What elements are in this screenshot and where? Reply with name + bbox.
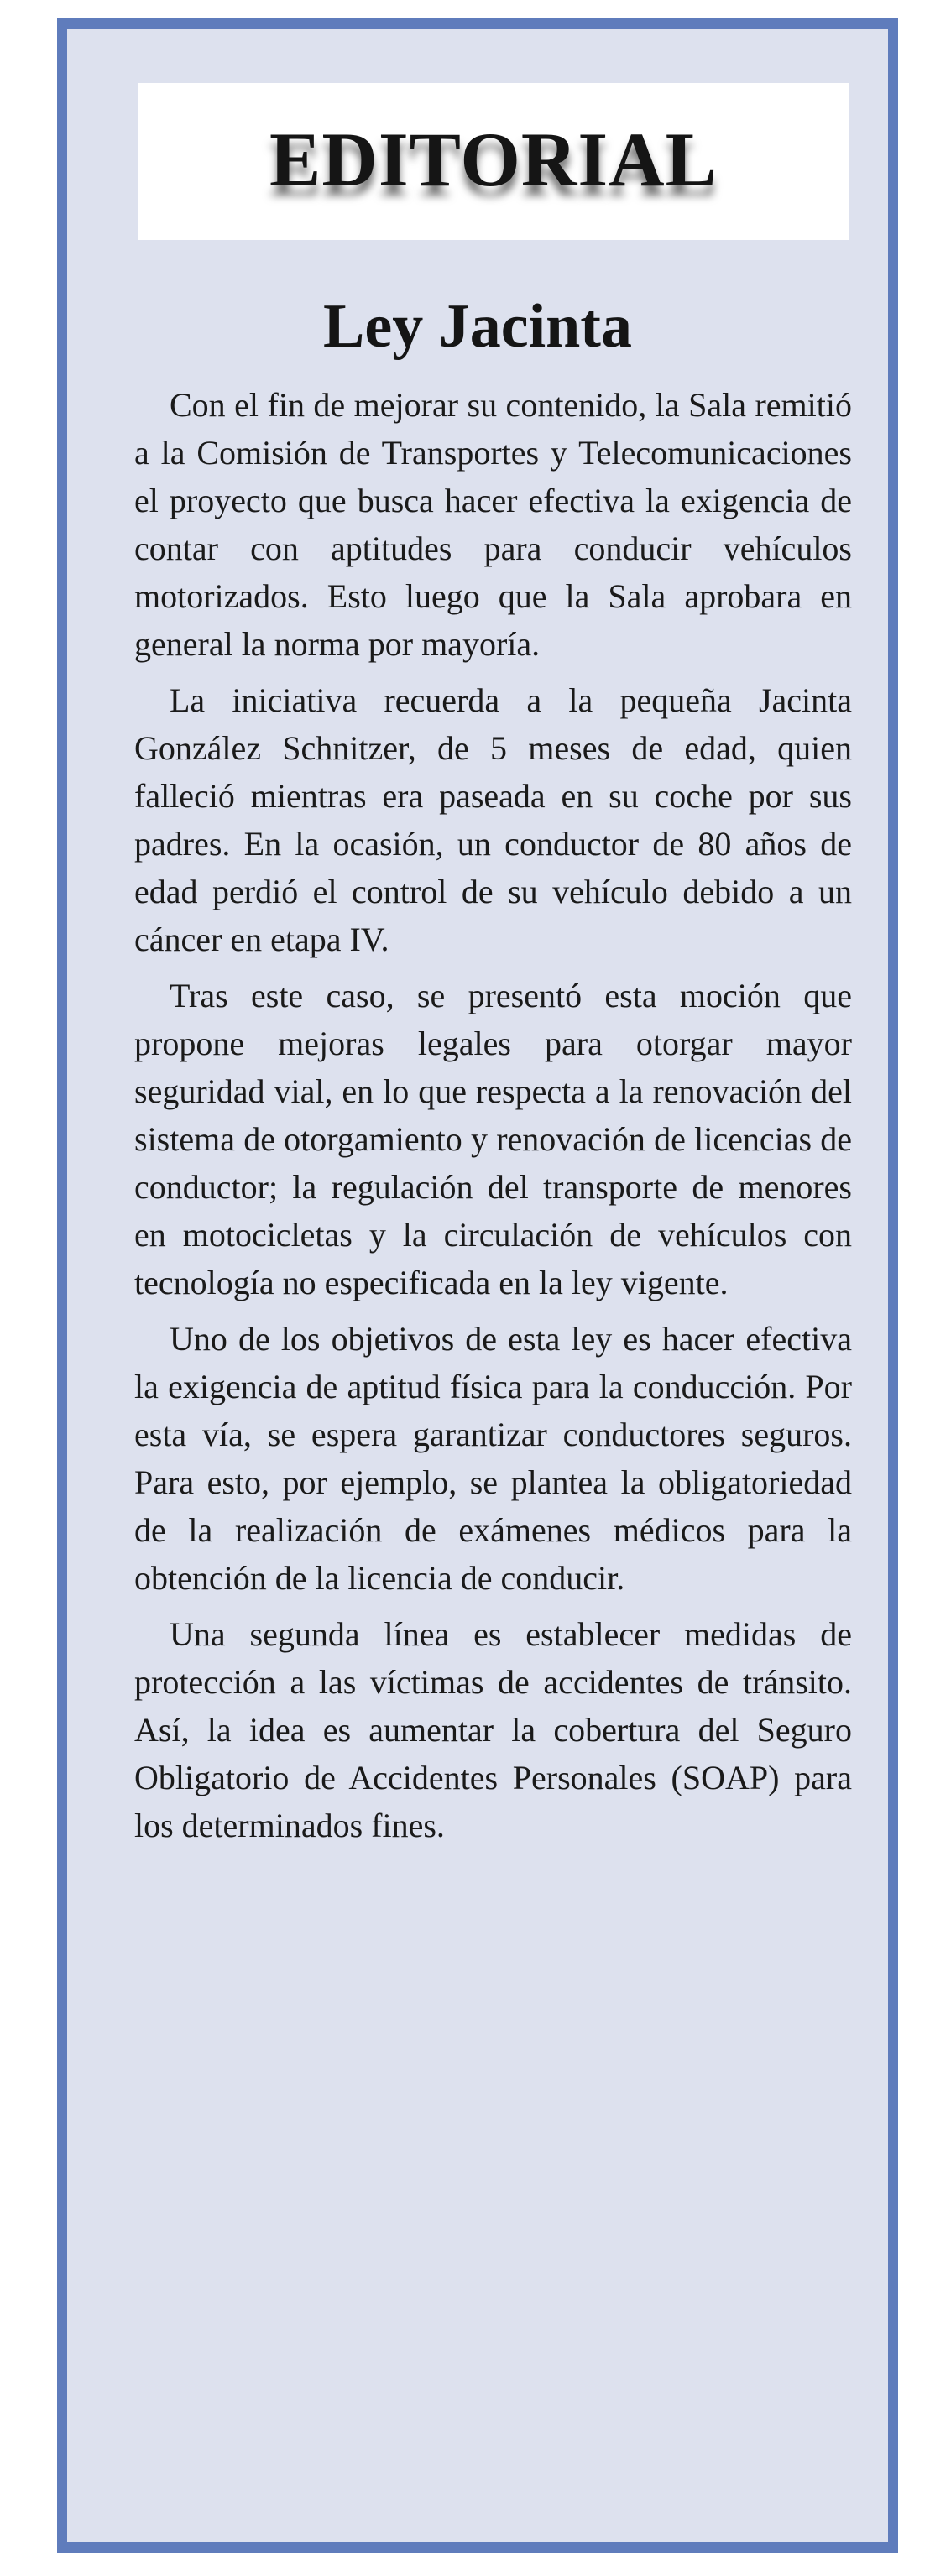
article-paragraph: Con el fin de mejorar su contenido, la Sala remitió a la Comisión de Transportes y Telecomunicaciones el proyecto que busca hacer efectiva la exigencia de contar con aptitudes para conducir vehículos motorizados. Esto luego que la Sala aprobara en general la norma por mayoría. [134, 386, 852, 663]
article-title: Ley Jacinta [323, 292, 632, 361]
article-paragraph: Uno de los objetivos de esta ley es hacer efectiva la exigencia de aptitud física para la conducción. Por esta vía, se espera garantizar conductores seguros. Para esto, por ejemplo, se plantea la obligatoriedad de la realización de exámenes médicos para la obtención de la licencia de conducir. [134, 1320, 852, 1597]
article-paragraph: Una segunda línea es establecer medidas de protección a las víctimas de accidentes de tránsito. Así, la idea es aumentar la cobertura del Seguro Obligatorio de Accidentes Personales (SOAP) para los determinados fines. [134, 1615, 852, 1844]
article-body [134, 381, 852, 1858]
editorial-panel [57, 18, 898, 2553]
article-paragraph: La iniciativa recuerda a la pequeña Jacinta González Schnitzer, de 5 meses de edad, quien falleció mientras era paseada en su coche por sus padres. En la ocasión, un conductor de 80 años de edad perdió el control de su vehículo debido a un cáncer en etapa IV. [134, 681, 852, 958]
section-header-box [138, 83, 849, 240]
article-paragraph: Tras este caso, se presentó esta moción que propone mejoras legales para otorgar mayor seguridad vial, en lo que respecta a la renovación del sistema de otorgamiento y renovación de licencias de conductor; la regulación del transporte de menores en motocicletas y la circulación de vehículos con tecnología no especificada en la ley vigente. [134, 977, 852, 1301]
section-header-title: EDITORIAL [269, 117, 718, 202]
